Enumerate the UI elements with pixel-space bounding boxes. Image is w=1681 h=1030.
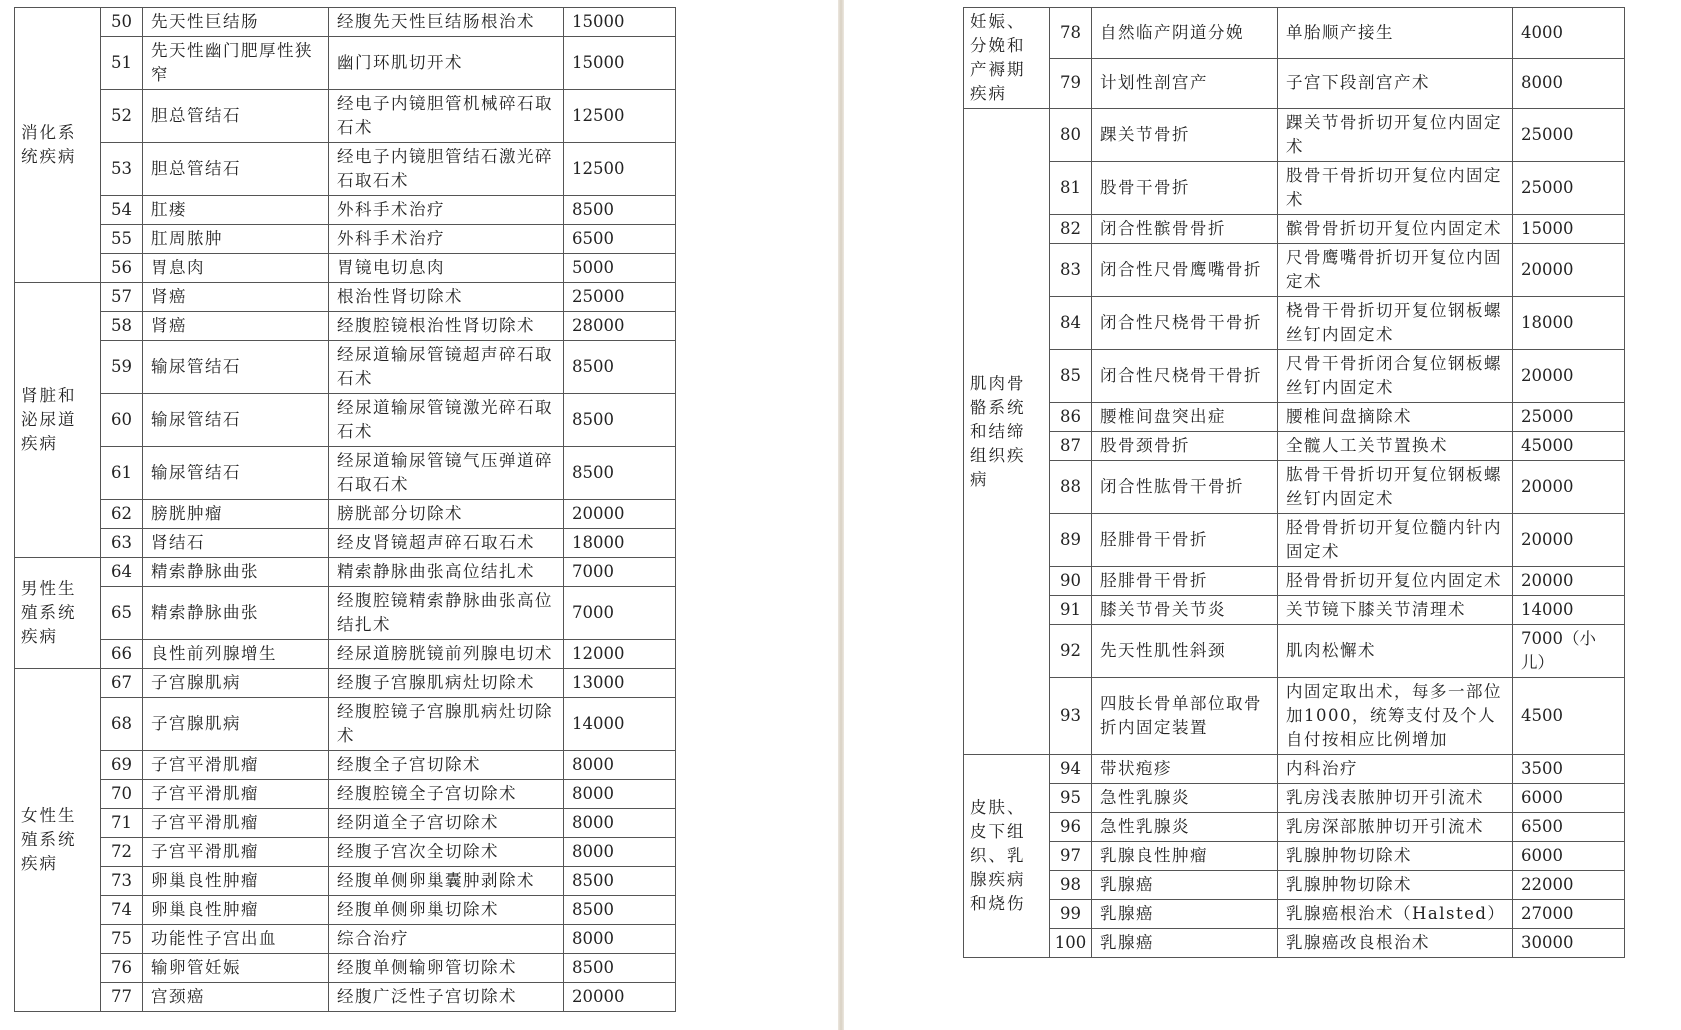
- table-row: [15, 698, 676, 751]
- disease-cell: 功能性子宫出血: [143, 925, 329, 954]
- table-row: [964, 596, 1625, 625]
- row-number-cell: 79: [1050, 58, 1092, 109]
- disease-cell: 输卵管妊娠: [143, 954, 329, 983]
- row-number-cell: 98: [1050, 871, 1092, 900]
- table-row: [964, 297, 1625, 350]
- cost-cell: 8500: [564, 341, 676, 394]
- cost-cell: 13000: [564, 669, 676, 698]
- treatment-cell: 全髋人工关节置换术: [1278, 432, 1513, 461]
- row-number-cell: 63: [101, 529, 143, 558]
- cost-cell: 20000: [1513, 350, 1625, 403]
- table-row: [15, 196, 676, 225]
- row-number-cell: 84: [1050, 297, 1092, 350]
- category-cell: 消化系统疾病: [15, 8, 101, 283]
- treatment-cell: 经尿道输尿管镜气压弹道碎石取石术: [329, 447, 564, 500]
- row-number-cell: 95: [1050, 784, 1092, 813]
- row-number-cell: 87: [1050, 432, 1092, 461]
- table-row: [15, 809, 676, 838]
- treatment-cell: 经阴道全子宫切除术: [329, 809, 564, 838]
- cost-cell: 12500: [564, 90, 676, 143]
- cost-cell: 25000: [1513, 403, 1625, 432]
- treatment-cell: 乳腺肿物切除术: [1278, 842, 1513, 871]
- disease-cell: 肛瘘: [143, 196, 329, 225]
- treatment-cell: 胫骨骨折切开复位髓内针内固定术: [1278, 514, 1513, 567]
- treatment-cell: 乳腺肿物切除术: [1278, 871, 1513, 900]
- cost-cell: 6500: [564, 225, 676, 254]
- cost-cell: 8000: [564, 925, 676, 954]
- row-number-cell: 90: [1050, 567, 1092, 596]
- table-row: [15, 143, 676, 196]
- treatment-cell: 乳房浅表脓肿切开引流术: [1278, 784, 1513, 813]
- table-row: [15, 283, 676, 312]
- disease-cell: 子宫腺肌病: [143, 698, 329, 751]
- table-row: [15, 896, 676, 925]
- disease-cell: 带状疱疹: [1092, 755, 1278, 784]
- row-number-cell: 68: [101, 698, 143, 751]
- row-number-cell: 85: [1050, 350, 1092, 403]
- disease-cell: 输尿管结石: [143, 394, 329, 447]
- disease-cell: 乳腺癌: [1092, 900, 1278, 929]
- table-row: [15, 558, 676, 587]
- table-row: [964, 109, 1625, 162]
- row-number-cell: 66: [101, 640, 143, 669]
- cost-cell: 20000: [564, 983, 676, 1012]
- treatment-cell: 经腹先天性巨结肠根治术: [329, 8, 564, 37]
- cost-cell: 12000: [564, 640, 676, 669]
- treatment-cell: 肌肉松懈术: [1278, 625, 1513, 678]
- treatment-cell: 精索静脉曲张高位结扎术: [329, 558, 564, 587]
- category-cell: 女性生殖系统疾病: [15, 669, 101, 1012]
- treatment-cell: 内科治疗: [1278, 755, 1513, 784]
- cost-cell: 20000: [564, 500, 676, 529]
- treatment-cell: 踝关节骨折切开复位内固定术: [1278, 109, 1513, 162]
- row-number-cell: 50: [101, 8, 143, 37]
- treatment-cell: 桡骨干骨折切开复位钢板螺丝钉内固定术: [1278, 297, 1513, 350]
- treatment-cell: 根治性肾切除术: [329, 283, 564, 312]
- disease-cell: 乳腺癌: [1092, 871, 1278, 900]
- disease-cell: 良性前列腺增生: [143, 640, 329, 669]
- table-row: [964, 403, 1625, 432]
- row-number-cell: 99: [1050, 900, 1092, 929]
- disease-cell: 四肢长骨单部位取骨折内固定装置: [1092, 678, 1278, 755]
- table-row: [15, 669, 676, 698]
- row-number-cell: 56: [101, 254, 143, 283]
- disease-cell: 肾癌: [143, 312, 329, 341]
- category-cell: 肌肉骨骼系统和结缔组织疾病: [964, 109, 1050, 755]
- treatment-cell: 乳腺癌改良根治术: [1278, 929, 1513, 958]
- disease-cell: 精索静脉曲张: [143, 587, 329, 640]
- table-row: [15, 225, 676, 254]
- treatment-cell: 胃镜电切息肉: [329, 254, 564, 283]
- disease-cell: 胫腓骨干骨折: [1092, 514, 1278, 567]
- table-row: [964, 350, 1625, 403]
- table-row: [964, 8, 1625, 59]
- cost-cell: 45000: [1513, 432, 1625, 461]
- table-row: [15, 954, 676, 983]
- disease-cell: 计划性剖宫产: [1092, 58, 1278, 109]
- row-number-cell: 76: [101, 954, 143, 983]
- cost-cell: 5000: [564, 254, 676, 283]
- disease-cell: 踝关节骨折: [1092, 109, 1278, 162]
- left-page: [0, 0, 838, 1030]
- row-number-cell: 97: [1050, 842, 1092, 871]
- treatment-cell: 腰椎间盘摘除术: [1278, 403, 1513, 432]
- cost-cell: 7000: [564, 587, 676, 640]
- disease-cell: 先天性幽门肥厚性狭窄: [143, 37, 329, 90]
- treatment-cell: 尺骨干骨折闭合复位钢板螺丝钉内固定术: [1278, 350, 1513, 403]
- cost-cell: 8500: [564, 196, 676, 225]
- row-number-cell: 57: [101, 283, 143, 312]
- cost-cell: 8000: [564, 838, 676, 867]
- cost-cell: 14000: [564, 698, 676, 751]
- disease-cell: 胫腓骨干骨折: [1092, 567, 1278, 596]
- cost-cell: 4000: [1513, 8, 1625, 59]
- table-row: [964, 432, 1625, 461]
- row-number-cell: 100: [1050, 929, 1092, 958]
- cost-cell: 6500: [1513, 813, 1625, 842]
- table-row: [15, 37, 676, 90]
- row-number-cell: 65: [101, 587, 143, 640]
- disease-cell: 精索静脉曲张: [143, 558, 329, 587]
- treatment-cell: 经腹广泛性子宫切除术: [329, 983, 564, 1012]
- disease-cost-table-right: [963, 7, 1625, 958]
- row-number-cell: 67: [101, 669, 143, 698]
- treatment-cell: 髌骨骨折切开复位内固定术: [1278, 215, 1513, 244]
- cost-cell: 20000: [1513, 514, 1625, 567]
- treatment-cell: 经腹全子宫切除术: [329, 751, 564, 780]
- cost-cell: 15000: [1513, 215, 1625, 244]
- treatment-cell: 胫骨骨折切开复位内固定术: [1278, 567, 1513, 596]
- row-number-cell: 72: [101, 838, 143, 867]
- disease-cell: 卵巢良性肿瘤: [143, 896, 329, 925]
- row-number-cell: 54: [101, 196, 143, 225]
- table-body-left: [15, 8, 676, 1012]
- category-cell: 男性生殖系统疾病: [15, 558, 101, 669]
- cost-cell: 8000: [564, 751, 676, 780]
- disease-cell: 闭合性尺桡骨干骨折: [1092, 350, 1278, 403]
- disease-cell: 膝关节骨关节炎: [1092, 596, 1278, 625]
- cost-cell: 30000: [1513, 929, 1625, 958]
- disease-cell: 宫颈癌: [143, 983, 329, 1012]
- treatment-cell: 经腹子宫腺肌病灶切除术: [329, 669, 564, 698]
- disease-cell: 子宫平滑肌瘤: [143, 780, 329, 809]
- row-number-cell: 77: [101, 983, 143, 1012]
- treatment-cell: 膀胱部分切除术: [329, 500, 564, 529]
- row-number-cell: 91: [1050, 596, 1092, 625]
- table-row: [15, 587, 676, 640]
- table-row: [15, 925, 676, 954]
- row-number-cell: 93: [1050, 678, 1092, 755]
- cost-cell: 6000: [1513, 842, 1625, 871]
- disease-cell: 输尿管结石: [143, 447, 329, 500]
- row-number-cell: 53: [101, 143, 143, 196]
- table-row: [15, 254, 676, 283]
- row-number-cell: 71: [101, 809, 143, 838]
- disease-cell: 胆总管结石: [143, 143, 329, 196]
- disease-cell: 肛周脓肿: [143, 225, 329, 254]
- disease-cell: 乳腺良性肿瘤: [1092, 842, 1278, 871]
- table-row: [964, 755, 1625, 784]
- cost-cell: 8000: [1513, 58, 1625, 109]
- cost-cell: 14000: [1513, 596, 1625, 625]
- row-number-cell: 86: [1050, 403, 1092, 432]
- cost-cell: 20000: [1513, 567, 1625, 596]
- row-number-cell: 51: [101, 37, 143, 90]
- cost-cell: 8500: [564, 954, 676, 983]
- disease-cell: 卵巢良性肿瘤: [143, 867, 329, 896]
- table-row: [964, 58, 1625, 109]
- disease-cell: 膀胱肿瘤: [143, 500, 329, 529]
- treatment-cell: 尺骨鹰嘴骨折切开复位内固定术: [1278, 244, 1513, 297]
- disease-cell: 乳腺癌: [1092, 929, 1278, 958]
- table-row: [964, 162, 1625, 215]
- disease-cell: 股骨干骨折: [1092, 162, 1278, 215]
- cost-cell: 18000: [564, 529, 676, 558]
- cost-cell: 18000: [1513, 297, 1625, 350]
- treatment-cell: 内固定取出术，每多一部位加1000，统筹支付及个人自付按相应比例增加: [1278, 678, 1513, 755]
- cost-cell: 8000: [564, 780, 676, 809]
- table-row: [15, 341, 676, 394]
- disease-cell: 急性乳腺炎: [1092, 813, 1278, 842]
- cost-cell: 8500: [564, 394, 676, 447]
- disease-cell: 腰椎间盘突出症: [1092, 403, 1278, 432]
- table-row: [15, 983, 676, 1012]
- row-number-cell: 74: [101, 896, 143, 925]
- treatment-cell: 外科手术治疗: [329, 196, 564, 225]
- treatment-cell: 幽门环肌切开术: [329, 37, 564, 90]
- table-row: [15, 394, 676, 447]
- row-number-cell: 81: [1050, 162, 1092, 215]
- disease-cell: 自然临产阴道分娩: [1092, 8, 1278, 59]
- disease-cell: 股骨颈骨折: [1092, 432, 1278, 461]
- cost-cell: 8500: [564, 896, 676, 925]
- cost-cell: 22000: [1513, 871, 1625, 900]
- disease-cell: 子宫平滑肌瘤: [143, 751, 329, 780]
- cost-cell: 8500: [564, 447, 676, 500]
- treatment-cell: 经尿道输尿管镜激光碎石取石术: [329, 394, 564, 447]
- cost-cell: 25000: [1513, 162, 1625, 215]
- cost-cell: 15000: [564, 37, 676, 90]
- table-row: [964, 842, 1625, 871]
- disease-cell: 先天性巨结肠: [143, 8, 329, 37]
- table-row: [964, 625, 1625, 678]
- disease-cell: 子宫平滑肌瘤: [143, 838, 329, 867]
- table-row: [964, 461, 1625, 514]
- table-row: [964, 678, 1625, 755]
- row-number-cell: 94: [1050, 755, 1092, 784]
- disease-cell: 闭合性髌骨骨折: [1092, 215, 1278, 244]
- treatment-cell: 经腹单侧卵巢切除术: [329, 896, 564, 925]
- treatment-cell: 关节镜下膝关节清理术: [1278, 596, 1513, 625]
- row-number-cell: 69: [101, 751, 143, 780]
- row-number-cell: 92: [1050, 625, 1092, 678]
- cost-cell: 28000: [564, 312, 676, 341]
- disease-cell: 闭合性尺骨鹰嘴骨折: [1092, 244, 1278, 297]
- treatment-cell: 肱骨干骨折切开复位钢板螺丝钉内固定术: [1278, 461, 1513, 514]
- cost-cell: 20000: [1513, 461, 1625, 514]
- row-number-cell: 83: [1050, 244, 1092, 297]
- treatment-cell: 经腹子宫次全切除术: [329, 838, 564, 867]
- treatment-cell: 乳房深部脓肿切开引流术: [1278, 813, 1513, 842]
- disease-cell: 闭合性尺桡骨干骨折: [1092, 297, 1278, 350]
- treatment-cell: 经腹腔镜全子宫切除术: [329, 780, 564, 809]
- disease-cell: 肾结石: [143, 529, 329, 558]
- row-number-cell: 60: [101, 394, 143, 447]
- right-page: [844, 0, 1681, 1030]
- disease-cell: 输尿管结石: [143, 341, 329, 394]
- row-number-cell: 80: [1050, 109, 1092, 162]
- cost-cell: 12500: [564, 143, 676, 196]
- treatment-cell: 外科手术治疗: [329, 225, 564, 254]
- treatment-cell: 经腹单侧卵巢囊肿剥除术: [329, 867, 564, 896]
- table-row: [964, 900, 1625, 929]
- cost-cell: 15000: [564, 8, 676, 37]
- table-row: [15, 751, 676, 780]
- cost-cell: 8000: [564, 809, 676, 838]
- table-row: [964, 244, 1625, 297]
- table-row: [964, 784, 1625, 813]
- cost-cell: 20000: [1513, 244, 1625, 297]
- treatment-cell: 单胎顺产接生: [1278, 8, 1513, 59]
- cost-cell: 6000: [1513, 784, 1625, 813]
- row-number-cell: 82: [1050, 215, 1092, 244]
- treatment-cell: 经尿道输尿管镜超声碎石取石术: [329, 341, 564, 394]
- disease-cell: 胆总管结石: [143, 90, 329, 143]
- disease-cell: 子宫平滑肌瘤: [143, 809, 329, 838]
- treatment-cell: 经电子内镜胆管机械碎石取石术: [329, 90, 564, 143]
- cost-cell: 3500: [1513, 755, 1625, 784]
- row-number-cell: 52: [101, 90, 143, 143]
- treatment-cell: 经腹腔镜子宫腺肌病灶切除术: [329, 698, 564, 751]
- category-cell: 皮肤、皮下组织、乳腺疾病和烧伤: [964, 755, 1050, 958]
- treatment-cell: 经电子内镜胆管结石激光碎石取石术: [329, 143, 564, 196]
- table-row: [964, 215, 1625, 244]
- table-row: [964, 813, 1625, 842]
- table-row: [15, 90, 676, 143]
- table-body-right: [964, 8, 1625, 958]
- table-row: [15, 640, 676, 669]
- cost-cell: 7000: [564, 558, 676, 587]
- category-cell: 肾脏和泌尿道疾病: [15, 283, 101, 558]
- table-row: [15, 8, 676, 37]
- row-number-cell: 64: [101, 558, 143, 587]
- row-number-cell: 73: [101, 867, 143, 896]
- row-number-cell: 58: [101, 312, 143, 341]
- disease-cell: 闭合性肱骨干骨折: [1092, 461, 1278, 514]
- table-row: [15, 529, 676, 558]
- row-number-cell: 78: [1050, 8, 1092, 59]
- row-number-cell: 55: [101, 225, 143, 254]
- disease-cell: 子宫腺肌病: [143, 669, 329, 698]
- cost-cell: 27000: [1513, 900, 1625, 929]
- treatment-cell: 乳腺癌根治术（Halsted）: [1278, 900, 1513, 929]
- treatment-cell: 综合治疗: [329, 925, 564, 954]
- row-number-cell: 59: [101, 341, 143, 394]
- disease-cell: 肾癌: [143, 283, 329, 312]
- table-row: [964, 871, 1625, 900]
- table-row: [964, 567, 1625, 596]
- table-row: [15, 312, 676, 341]
- row-number-cell: 70: [101, 780, 143, 809]
- row-number-cell: 89: [1050, 514, 1092, 567]
- treatment-cell: 子宫下段剖宫产术: [1278, 58, 1513, 109]
- table-row: [15, 867, 676, 896]
- table-row: [15, 500, 676, 529]
- table-row: [15, 447, 676, 500]
- category-cell: 妊娠、分娩和产褥期疾病: [964, 8, 1050, 109]
- row-number-cell: 61: [101, 447, 143, 500]
- cost-cell: 8500: [564, 867, 676, 896]
- cost-cell: 7000（小儿）: [1513, 625, 1625, 678]
- treatment-cell: 经尿道膀胱镜前列腺电切术: [329, 640, 564, 669]
- row-number-cell: 88: [1050, 461, 1092, 514]
- disease-cost-table-left: [14, 7, 676, 1012]
- cost-cell: 25000: [1513, 109, 1625, 162]
- table-row: [15, 780, 676, 809]
- table-row: [964, 514, 1625, 567]
- treatment-cell: 经腹腔镜精索静脉曲张高位结扎术: [329, 587, 564, 640]
- cost-cell: 25000: [564, 283, 676, 312]
- treatment-cell: 股骨干骨折切开复位内固定术: [1278, 162, 1513, 215]
- cost-cell: 4500: [1513, 678, 1625, 755]
- disease-cell: 急性乳腺炎: [1092, 784, 1278, 813]
- row-number-cell: 62: [101, 500, 143, 529]
- treatment-cell: 经皮肾镜超声碎石取石术: [329, 529, 564, 558]
- row-number-cell: 96: [1050, 813, 1092, 842]
- disease-cell: 胃息肉: [143, 254, 329, 283]
- row-number-cell: 75: [101, 925, 143, 954]
- treatment-cell: 经腹单侧输卵管切除术: [329, 954, 564, 983]
- disease-cell: 先天性肌性斜颈: [1092, 625, 1278, 678]
- treatment-cell: 经腹腔镜根治性肾切除术: [329, 312, 564, 341]
- table-row: [964, 929, 1625, 958]
- table-row: [15, 838, 676, 867]
